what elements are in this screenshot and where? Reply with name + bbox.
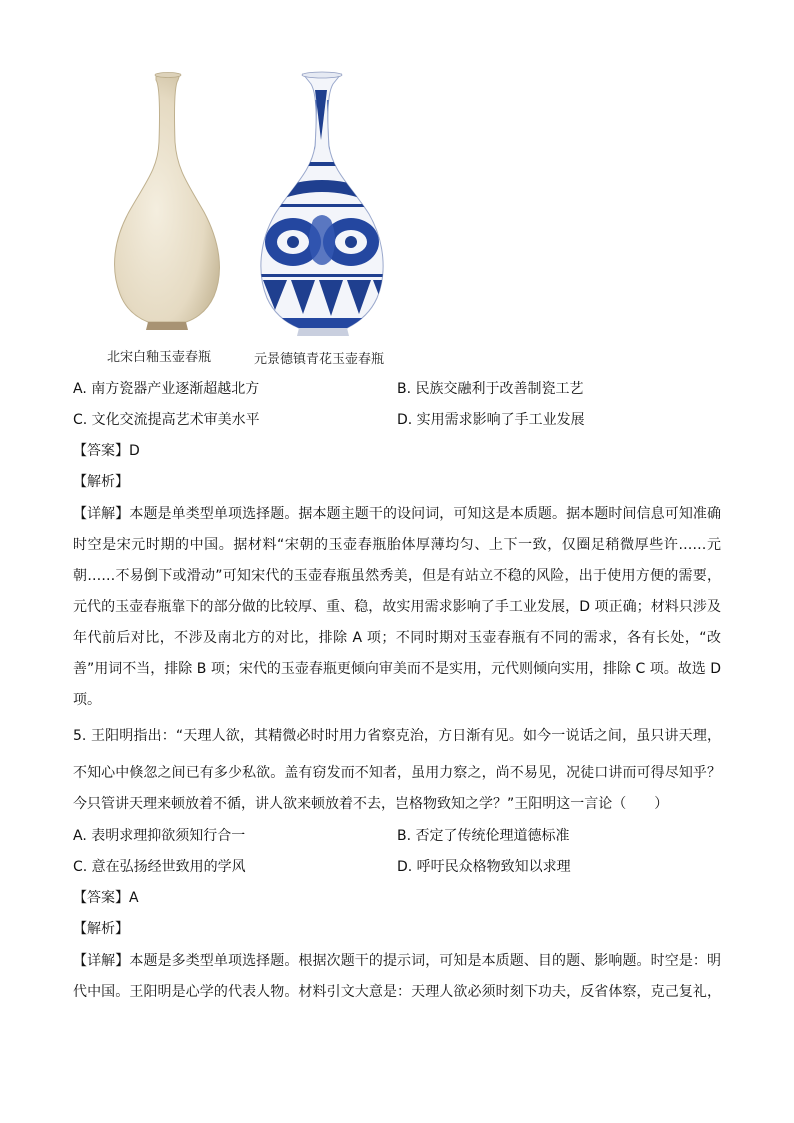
q5-option-a[interactable]: A. 表明求理抑欲须知行合一 bbox=[73, 828, 246, 844]
answer-label: 【答案】 bbox=[73, 443, 129, 459]
q5-answer bbox=[73, 888, 139, 908]
left-figure-caption: 北宋白釉玉壶春瓶 bbox=[107, 350, 212, 365]
q4-option-b[interactable]: B. 民族交融利于改善制瓷工艺 bbox=[397, 381, 584, 397]
answer-value: A bbox=[129, 890, 139, 906]
q4-detail-line: 时空是宋元时期的中国。据材料“宋朝的玉壶春瓶胎体厚薄均匀、上下一致，仅圈足稍微厚些许……元 bbox=[73, 537, 721, 553]
q5-option-d[interactable]: D. 呼吁民众格物致知以求理 bbox=[397, 859, 571, 875]
answer-value: D bbox=[129, 443, 140, 459]
white-glaze-vase-image bbox=[108, 72, 226, 334]
q4-option-a[interactable]: A. 南方瓷器产业逐渐超越北方 bbox=[73, 381, 260, 397]
right-figure-caption: 元景德镇青花玉壶春瓶 bbox=[254, 352, 385, 367]
blue-white-vase-image bbox=[253, 70, 391, 340]
q4-option-c[interactable]: C. 文化交流提高艺术审美水平 bbox=[73, 412, 260, 428]
q5-detail-line: 代中国。王阳明是心学的代表人物。材料引文大意是：天理人欲必须时刻下功夫，反省体察，克己复礼， bbox=[73, 984, 721, 1000]
q4-detail-line: 【详解】本题是单类型单项选择题。据本题主题干的设问词，可知这是本质题。据本题时间信息可知准确 bbox=[73, 506, 721, 522]
q4-detail-line: 元代的玉壶春瓶靠下的部分做的比较厚、重、稳，故实用需求影响了手工业发展，D 项正确；材料只涉及 bbox=[73, 599, 721, 615]
q5-analysis-label: 【解析】 bbox=[73, 921, 129, 937]
q4-detail-line: 项。 bbox=[73, 692, 101, 708]
answer-label: 【答案】 bbox=[73, 890, 129, 906]
q5-option-b[interactable]: B. 否定了传统伦理道德标准 bbox=[397, 828, 570, 844]
q4-detail-line: 善”用词不当，排除 B 项；宋代的玉壶春瓶更倾向审美而不是实用，元代则倾向实用，排除 C 项。故选 D bbox=[73, 661, 721, 677]
q5-option-c[interactable]: C. 意在弘扬经世致用的学风 bbox=[73, 859, 246, 875]
q4-detail-line: 朝……不易倒下或滑动”可知宋代的玉壶春瓶虽然秀美，但是有站立不稳的风险，出于使用方便的需要， bbox=[73, 568, 721, 584]
q4-answer bbox=[73, 441, 140, 461]
q4-option-d[interactable]: D. 实用需求影响了手工业发展 bbox=[397, 412, 585, 428]
q5-stem-line: 不知心中倏忽之间已有多少私欲。盖有窃发而不知者，虽用力察之，尚不易见，况徒口讲而可得尽知乎？ bbox=[73, 765, 721, 781]
q5-stem-line: 5. 王阳明指出：“天理人欲，其精微必时时用力省察克治，方日渐有见。如今一说话之间，虽只讲天理， bbox=[73, 728, 721, 744]
q4-detail-line: 年代前后对比，不涉及南北方的对比，排除 A 项；不同时期对玉壶春瓶有不同的需求，各有长处，“改 bbox=[73, 630, 721, 646]
q5-detail-line: 【详解】本题是多类型单项选择题。根据次题干的提示词，可知是本质题、目的题、影响题。时空是：明 bbox=[73, 953, 721, 969]
q5-stem-line: 今只管讲天理来顿放着不循，讲人欲来顿放着不去，岂格物致知之学？”王阳明这一言论（ ） bbox=[73, 796, 669, 812]
q4-analysis-label: 【解析】 bbox=[73, 474, 129, 490]
